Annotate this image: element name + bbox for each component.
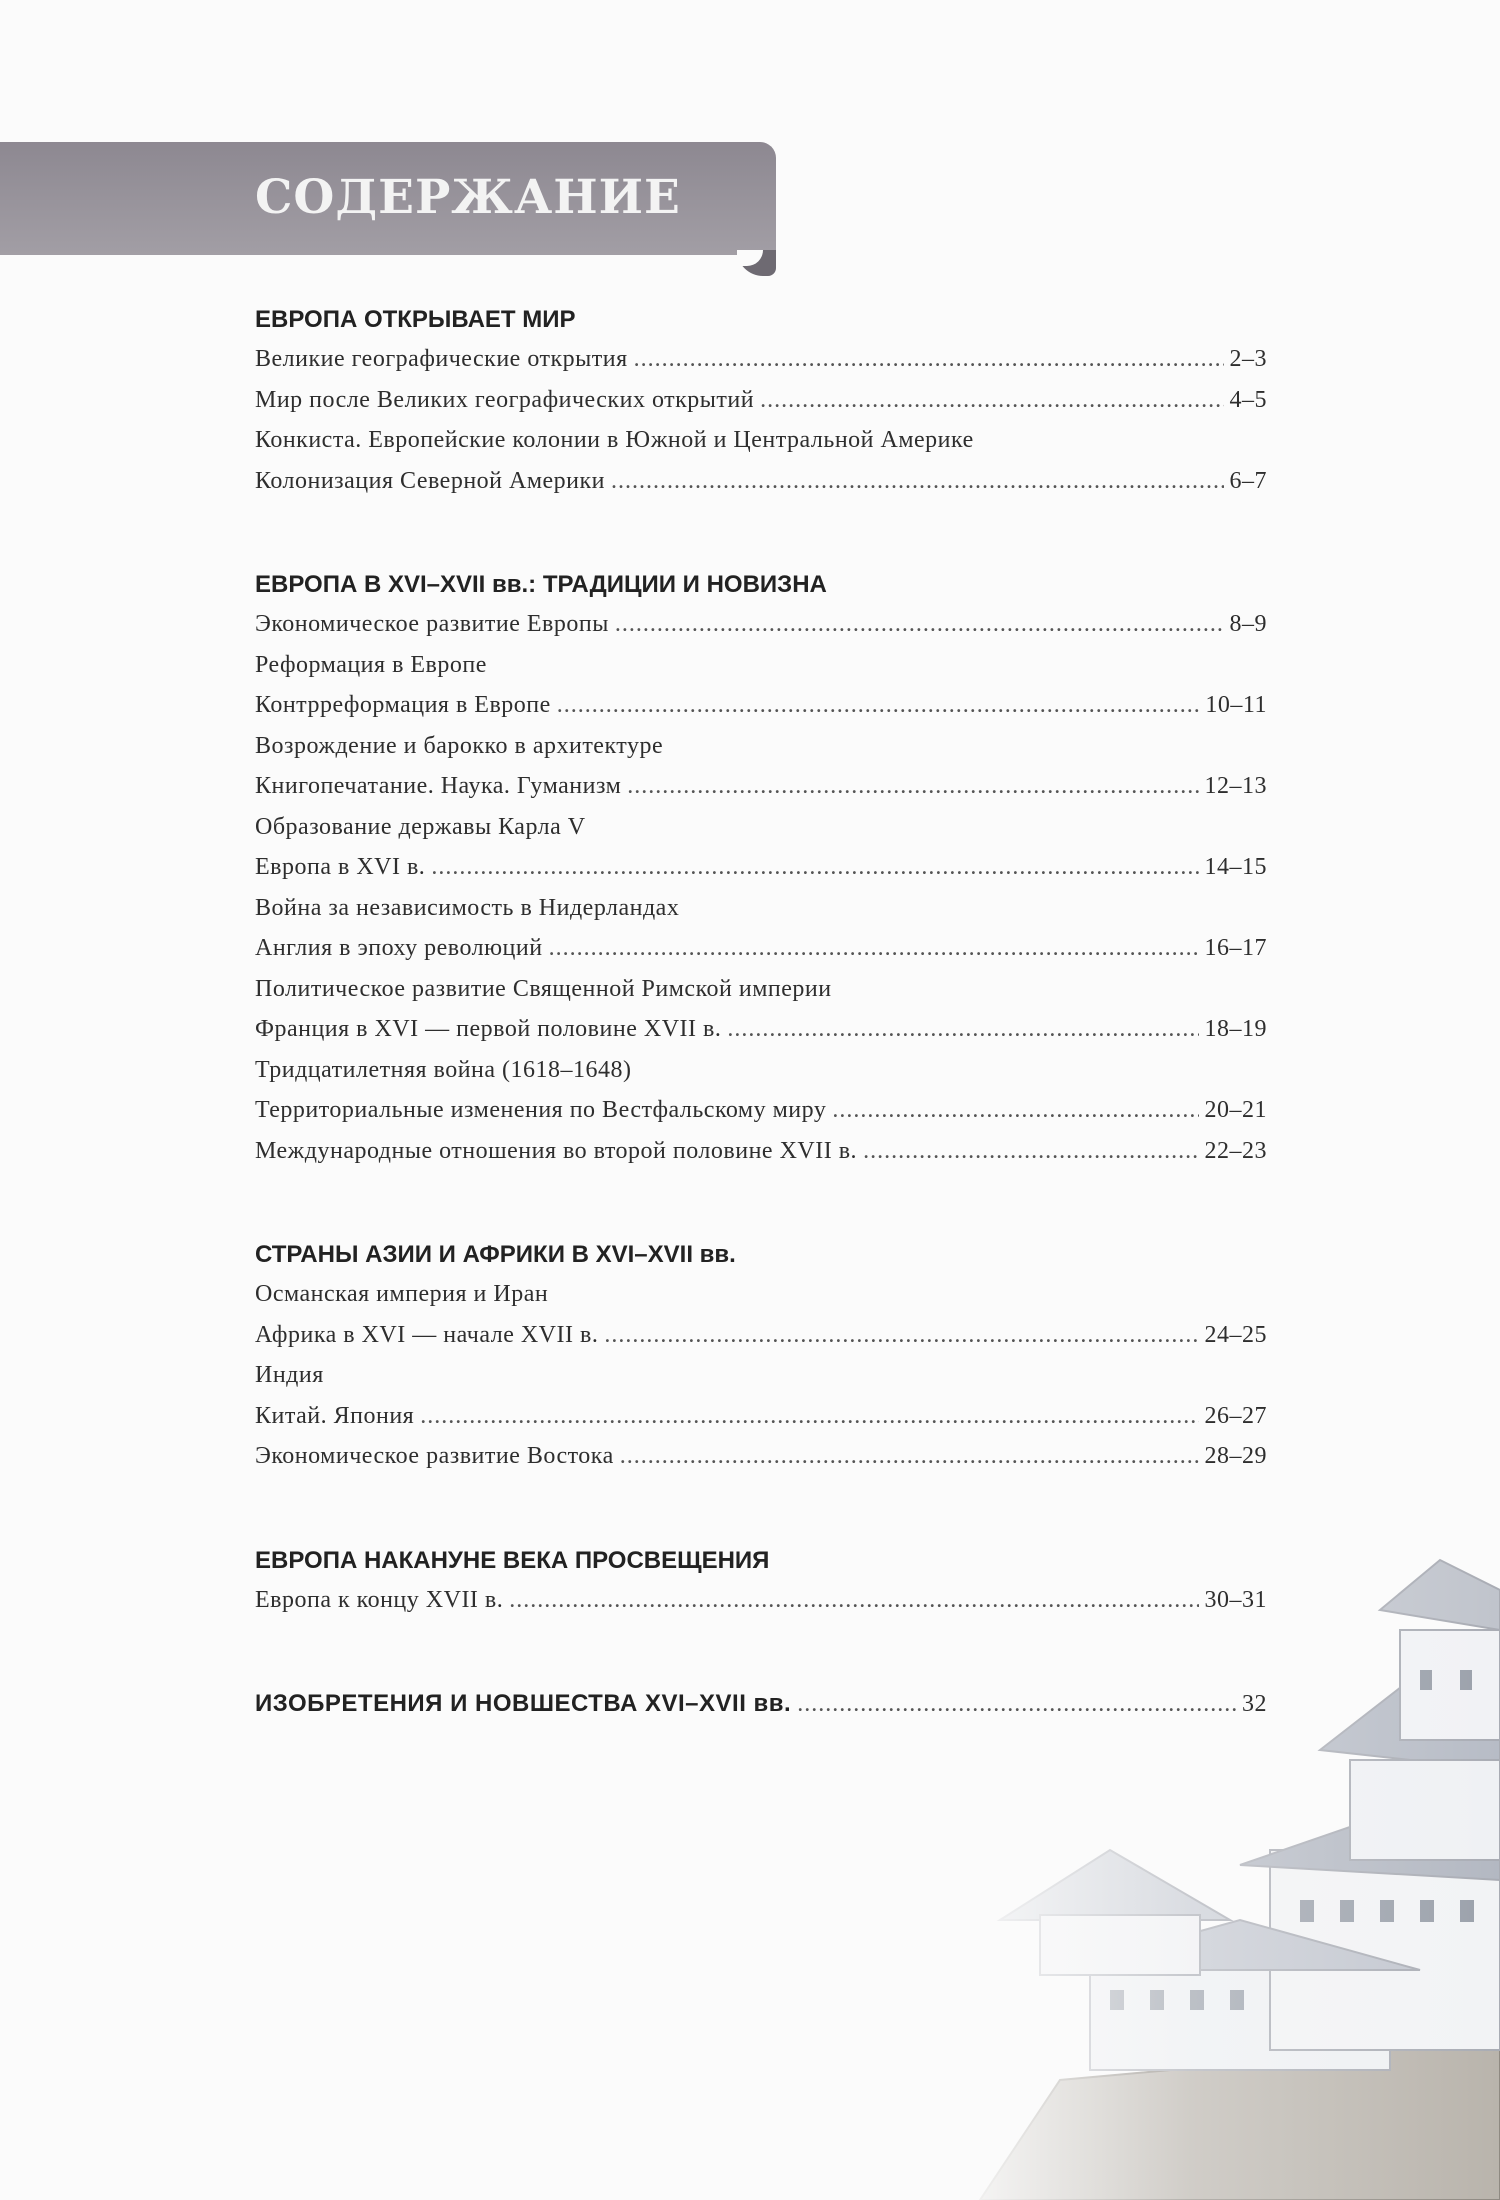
dot-leader (557, 685, 1200, 726)
toc-entry-page: 4–5 (1229, 386, 1267, 413)
toc-entry[interactable] (255, 685, 1267, 726)
dot-leader (611, 461, 1223, 502)
toc-section (255, 1235, 1267, 1477)
toc-entry[interactable] (255, 1315, 1267, 1356)
toc-entry[interactable] (255, 1274, 1267, 1315)
toc-entry-page: 10–11 (1205, 692, 1267, 718)
toc-entry[interactable] (255, 1050, 1267, 1091)
toc-entry[interactable] (255, 888, 1267, 929)
section-title: ЕВРОПА В XVI–XVII вв.: ТРАДИЦИИ И НОВИЗНА (255, 571, 827, 598)
toc-entry[interactable] (255, 1009, 1267, 1050)
dot-leader (431, 847, 1198, 888)
toc-entry-title: Образование державы Карла V (255, 813, 586, 840)
toc-entry[interactable] (255, 1580, 1267, 1621)
dot-leader (509, 1580, 1198, 1621)
toc-entry-page: 20–21 (1204, 1097, 1267, 1123)
toc-final-entry[interactable] (255, 1684, 1267, 1725)
toc-entry-title: Китай. Япония (255, 1402, 415, 1429)
toc-entry[interactable] (255, 969, 1267, 1010)
dot-leader (604, 1315, 1198, 1356)
toc-entry[interactable] (255, 726, 1267, 767)
table-of-contents (255, 300, 1267, 1725)
toc-section (255, 300, 1267, 501)
toc-entry[interactable] (255, 461, 1267, 502)
toc-entry-page: 32 (1242, 1691, 1267, 1717)
section-entries (255, 1580, 1267, 1621)
toc-entry-title: Международные отношения во второй половине XVII в. (255, 1137, 858, 1164)
toc-entry[interactable] (255, 339, 1267, 380)
toc-entry-title: Книгопечатание. Наука. Гуманизм (255, 773, 622, 799)
page-title: СОДЕРЖАНИЕ (255, 170, 681, 225)
toc-entry[interactable] (255, 1355, 1267, 1396)
toc-entry-page: 12–13 (1204, 773, 1267, 799)
toc-entry-title: Тридцатилетняя война (1618–1648) (255, 1056, 632, 1083)
toc-entry[interactable] (255, 380, 1267, 421)
toc-entry-title: Конкиста. Европейские колонии в Южной и Центральной Америке (255, 427, 974, 453)
section-entries (255, 604, 1267, 1171)
toc-entry-title: Колонизация Северной Америки (255, 467, 606, 494)
section-entries (255, 339, 1267, 501)
section-title: ЕВРОПА ОТКРЫВАЕТ МИР (255, 306, 576, 333)
toc-entry-title: ИЗОБРЕТЕНИЯ И НОВШЕСТВА XVI–XVII вв. (255, 1690, 792, 1717)
toc-entry-page: 26–27 (1204, 1402, 1267, 1429)
toc-entry-page: 6–7 (1229, 467, 1267, 494)
toc-entry-title: Экономическое развитие Востока (255, 1443, 614, 1469)
dot-leader (727, 1009, 1198, 1050)
toc-entry-title: Англия в эпоху революций (255, 935, 543, 961)
toc-entry-page: 14–15 (1204, 854, 1267, 880)
toc-entry-page: 8–9 (1229, 611, 1267, 637)
dot-leader (634, 339, 1224, 380)
toc-entry-title: Территориальные изменения по Вестфальскому миру (255, 1097, 827, 1123)
toc-entry-page: 2–3 (1229, 346, 1267, 372)
toc-section (255, 1541, 1267, 1621)
toc-entry-page: 28–29 (1204, 1443, 1267, 1469)
toc-entry-title: Европа в XVI в. (255, 854, 426, 880)
toc-entry-title: Экономическое развитие Европы (255, 611, 609, 637)
toc-entry-title: Османская империя и Иран (255, 1281, 549, 1307)
dot-leader (615, 604, 1224, 645)
toc-entry-title: Франция в XVI — первой половине XVII в. (255, 1016, 722, 1042)
toc-entry-title: Война за независимость в Нидерландах (255, 894, 680, 921)
toc-entry-title: Мир после Великих географических открытий (255, 386, 755, 413)
dot-leader (549, 928, 1199, 969)
toc-entry[interactable] (255, 604, 1267, 645)
toc-entry-title: Европа к концу XVII в. (255, 1586, 504, 1613)
toc-entry-title: Возрождение и барокко в архитектуре (255, 732, 664, 759)
toc-entry-page: 16–17 (1204, 935, 1267, 961)
section-title: ЕВРОПА НАКАНУНЕ ВЕКА ПРОСВЕЩЕНИЯ (255, 1546, 770, 1574)
dot-leader (620, 1436, 1199, 1477)
toc-entry[interactable] (255, 928, 1267, 969)
toc-entry-title: Политическое развитие Священной Римской империи (255, 975, 832, 1002)
toc-entry-page: 18–19 (1204, 1016, 1267, 1042)
toc-entry-title: Великие географические открытия (255, 346, 628, 372)
toc-entry[interactable] (255, 645, 1267, 686)
toc-entry[interactable] (255, 420, 1267, 461)
dot-leader (760, 380, 1223, 421)
toc-entry[interactable] (255, 1090, 1267, 1131)
dot-leader (863, 1131, 1198, 1172)
toc-entry[interactable] (255, 807, 1267, 848)
toc-entry[interactable] (255, 766, 1267, 807)
toc-section (255, 565, 1267, 1171)
dot-leader (797, 1684, 1236, 1725)
toc-entry-page: 24–25 (1204, 1321, 1267, 1348)
dot-leader (420, 1396, 1198, 1437)
dot-leader (832, 1090, 1198, 1131)
toc-entry-page: 30–31 (1204, 1586, 1267, 1613)
toc-entry-title: Контрреформация в Европе (255, 692, 551, 718)
toc-entry[interactable] (255, 1436, 1267, 1477)
section-title: СТРАНЫ АЗИИ И АФРИКИ В XVI–XVII вв. (255, 1241, 736, 1268)
toc-entry-page: 22–23 (1204, 1137, 1267, 1164)
toc-entry[interactable] (255, 1396, 1267, 1437)
toc-entry[interactable] (255, 847, 1267, 888)
toc-entry-title: Реформация в Европе (255, 651, 487, 678)
toc-entry-title: Индия (255, 1362, 324, 1388)
dot-leader (627, 766, 1198, 807)
toc-entry-title: Африка в XVI — начале XVII в. (255, 1321, 599, 1348)
section-entries (255, 1274, 1267, 1477)
toc-entry[interactable] (255, 1131, 1267, 1172)
